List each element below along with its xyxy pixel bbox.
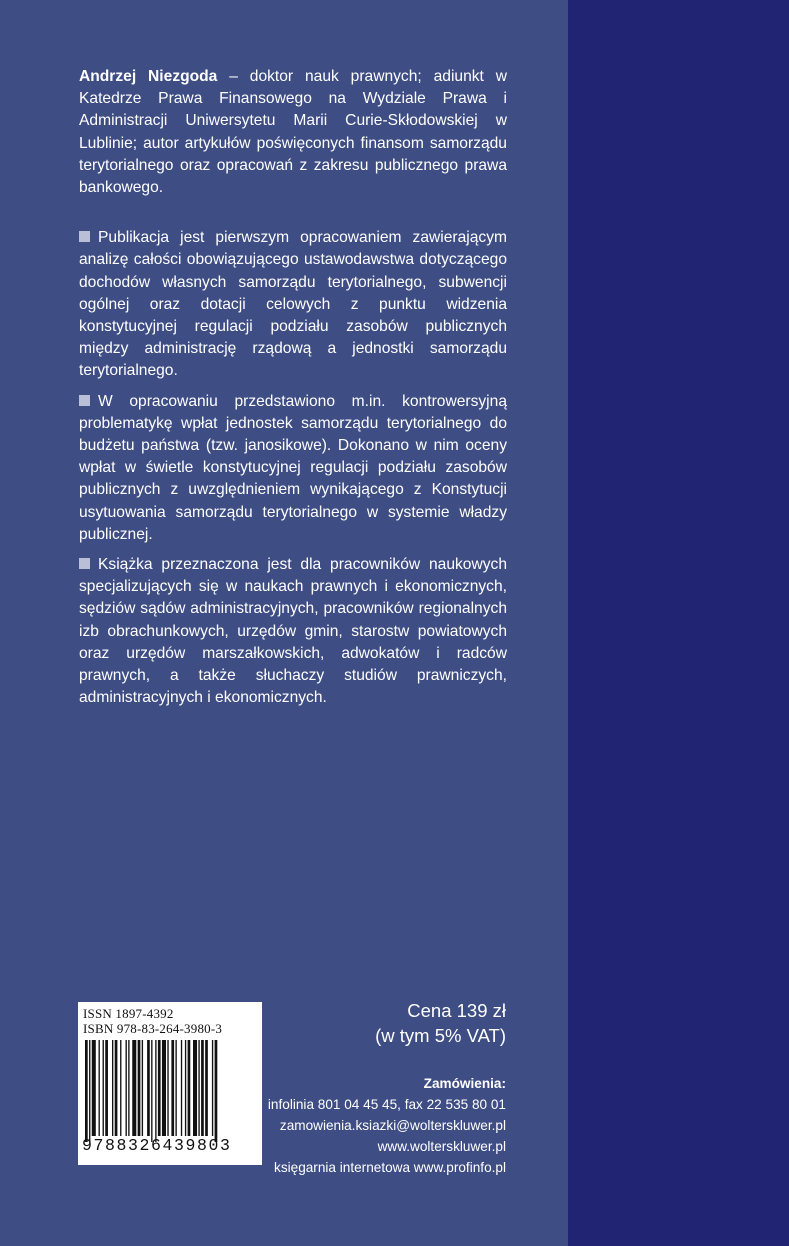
barcode-bar xyxy=(181,1040,182,1136)
back-cover-text xyxy=(79,66,507,717)
barcode-digits: 9788326439803 xyxy=(82,1136,232,1155)
orders-email: zamowienia.ksiazki@wolterskluwer.pl xyxy=(279,1118,506,1133)
barcode-bar xyxy=(175,1040,176,1136)
barcode-bar xyxy=(126,1040,127,1136)
barcode-bar xyxy=(89,1040,90,1142)
barcode-bar xyxy=(205,1040,208,1136)
orders-block xyxy=(268,1073,506,1178)
author-bio xyxy=(79,66,507,199)
barcode-bar xyxy=(112,1040,113,1136)
barcode-bar xyxy=(171,1040,174,1136)
barcode-bar xyxy=(167,1040,168,1136)
barcode-bar xyxy=(99,1040,100,1136)
orders-website: www.wolterskluwer.pl xyxy=(377,1139,506,1154)
orders-phone: infolinia 801 04 45 45, fax 22 535 80 01 xyxy=(267,1097,506,1112)
orders-heading: Zamówienia: xyxy=(423,1076,506,1091)
description-paragraph-3 xyxy=(79,554,507,709)
barcode-bar xyxy=(128,1040,129,1136)
paragraph-text: W opracowaniu przedstawiono m.in. kontrowersyjną problematykę wpłat jednostek samorządu terytorialnego do budżetu państwa (tzw. janosikowe). Dokonano w nim oceny wpłat w świetle konstytucyjnej regulacji podziału zasobów publicznych z uwzględnieniem wynikającego z Konstytucji usytuowania samorządu terytorialnego w systemie władzy publicznej. xyxy=(79,392,507,543)
barcode-bar xyxy=(158,1040,161,1136)
barcode-bar xyxy=(85,1040,88,1142)
author-name: Andrzej Niezgoda xyxy=(79,68,218,85)
description-paragraph-1 xyxy=(79,227,507,382)
square-bullet-icon xyxy=(79,395,90,406)
barcode-bar xyxy=(120,1040,121,1136)
barcode-bar xyxy=(147,1040,150,1136)
barcode-bar xyxy=(201,1040,204,1136)
barcode-bar xyxy=(185,1040,186,1136)
barcode-bar xyxy=(193,1040,197,1136)
barcode-bar xyxy=(198,1040,199,1136)
barcode-bar xyxy=(188,1040,191,1136)
barcode-bar xyxy=(155,1040,156,1142)
isbn-number: ISBN 978-83-264-3980-3 xyxy=(83,1021,223,1036)
spine-band xyxy=(568,0,789,1246)
barcode-bar xyxy=(105,1040,108,1136)
paragraph-text: Książka przeznaczona jest dla pracowników naukowych specjalizujących się w naukach prawnych i ekonomicznych, sędziów sądów administracyjnych, pracowników regionalnych izb obrachunkowych, urzędów gmin, starostw powiatowych oraz urzędów marszałkowskich, adwokatów i radców prawnych, a także słuchaczy studiów prawniczych, administracyjnych i ekonomicznych. xyxy=(79,556,507,707)
price-block xyxy=(375,998,506,1048)
barcode-bar xyxy=(115,1040,118,1136)
barcode-bar xyxy=(138,1040,141,1136)
barcode-bar xyxy=(162,1040,166,1136)
square-bullet-icon xyxy=(79,558,90,569)
square-bullet-icon xyxy=(79,231,90,242)
barcode-box xyxy=(78,1002,262,1165)
paragraph-text: Publikacja jest pierwszym opracowaniem zawierającym analizę całości obowiązującego ustawodawstwa dotyczącego dochodów własnych samorządu terytorialnego, subwencji ogólnej oraz dotacji celowych z punktu widzenia konstytucyjnej regulacji podziału zasobów publicznych między administrację rządową a jednostki samorządu terytorialnego. xyxy=(79,229,507,380)
description-paragraph-2 xyxy=(79,391,507,546)
barcode-bar xyxy=(142,1040,143,1136)
barcode-bar xyxy=(151,1040,152,1142)
orders-shop: księgarnia internetowa www.profinfo.pl xyxy=(274,1160,506,1175)
barcode-bar xyxy=(132,1040,136,1136)
price-vat-note: (w tym 5% VAT) xyxy=(375,1025,506,1046)
barcode-bar xyxy=(212,1040,213,1136)
barcode-bar xyxy=(215,1040,218,1142)
barcode-bar xyxy=(92,1040,96,1136)
barcode-bar xyxy=(103,1040,104,1136)
price-amount: Cena 139 zł xyxy=(407,1000,506,1021)
barcode-bars-icon xyxy=(83,1040,257,1142)
issn-number: ISSN 1897-4392 xyxy=(83,1006,174,1021)
author-bio-text: – doktor nauk prawnych; adiunkt w Katedrze Prawa Finansowego na Wydziale Prawa i Administracji Uniwersytetu Marii Curie-Skłodowskiej w Lublinie; autor artykułów poświęconych finansom samorządu terytorialnego oraz opracowań z zakresu publicznego prawa bankowego. xyxy=(79,68,508,197)
